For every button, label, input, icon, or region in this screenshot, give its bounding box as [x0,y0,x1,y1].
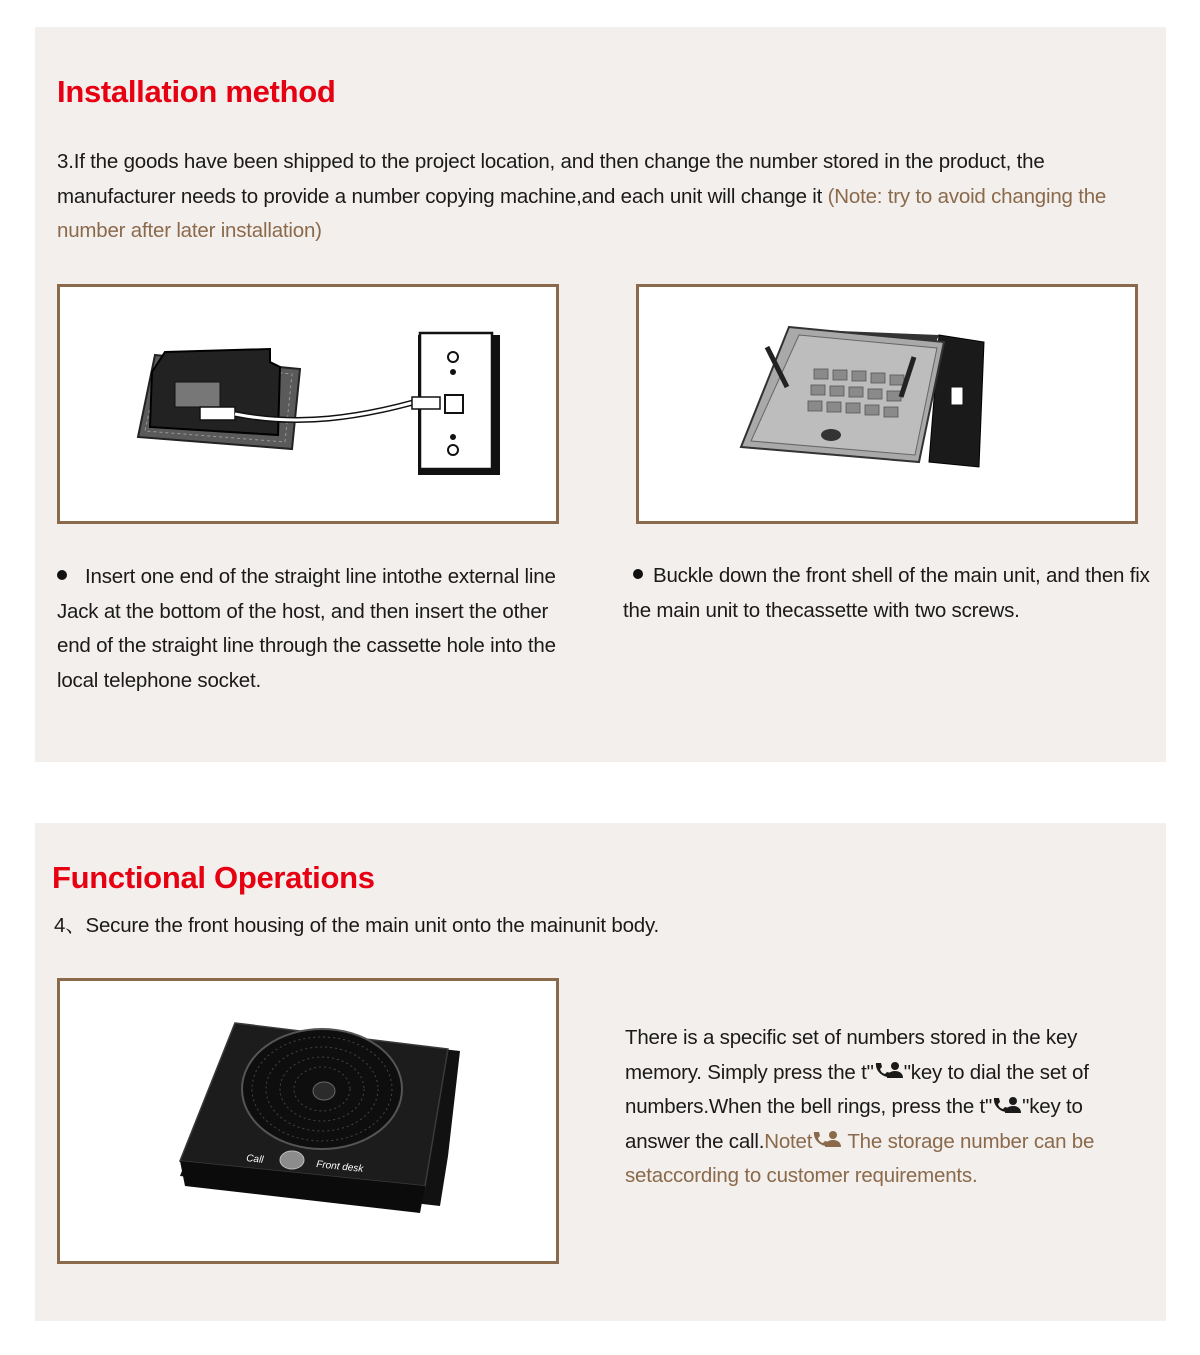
step-right-text: Buckle down the front shell of the main unit, and then fix the main unit to thecassette with two screws. [623,564,1150,622]
function-description: There is a specific set of numbers stored in the key memory. Simply press the t" "key to dial the set of numbers.When the bell rings, press the t" "key to answer the call.Notet The storage number can be setaccording to customer requirements. [625,1026,1095,1187]
device-illustration [60,981,556,1261]
step-text: 4、Secure the front housing of the main unit onto the mainunit body. [54,914,660,937]
section-heading: Functional Operations [52,860,375,895]
step-left-text: Insert one end of the straight line intothe external line Jack at the bottom of the host, and then insert the other end of the straight line through the cassette hole into the local telephone socket. [57,565,556,692]
cassette-mount-image [636,284,1138,524]
device-desk-label: Front desk [315,1159,364,1175]
cassette-mount-illustration [639,287,1135,521]
phone-person-icon [812,1129,842,1149]
phone-person-icon [992,1095,1022,1115]
cable-connection-image [57,284,559,524]
device-image [57,978,559,1264]
storage-note: Notet The storage number can be setaccording to customer requirements. [625,1129,1095,1187]
phone-person-icon [874,1060,904,1080]
intro-text: 3.If the goods have been shipped to the project location, and then change the number stored in the product, the manufacturer needs to provide a number copying machine,and each unit will change it [57,150,1045,208]
installation-section [35,27,1166,762]
device-call-label: Call [245,1153,264,1166]
bullet-icon [633,569,643,579]
cable-connection-illustration [60,287,556,521]
intro-note: (Note: try to avoid changing the number after later installation) [57,184,1107,242]
section-heading: Installation method [57,74,336,109]
functional-operations-section [35,823,1166,1321]
bullet-icon [57,570,67,580]
intro-paragraph [57,145,1127,249]
